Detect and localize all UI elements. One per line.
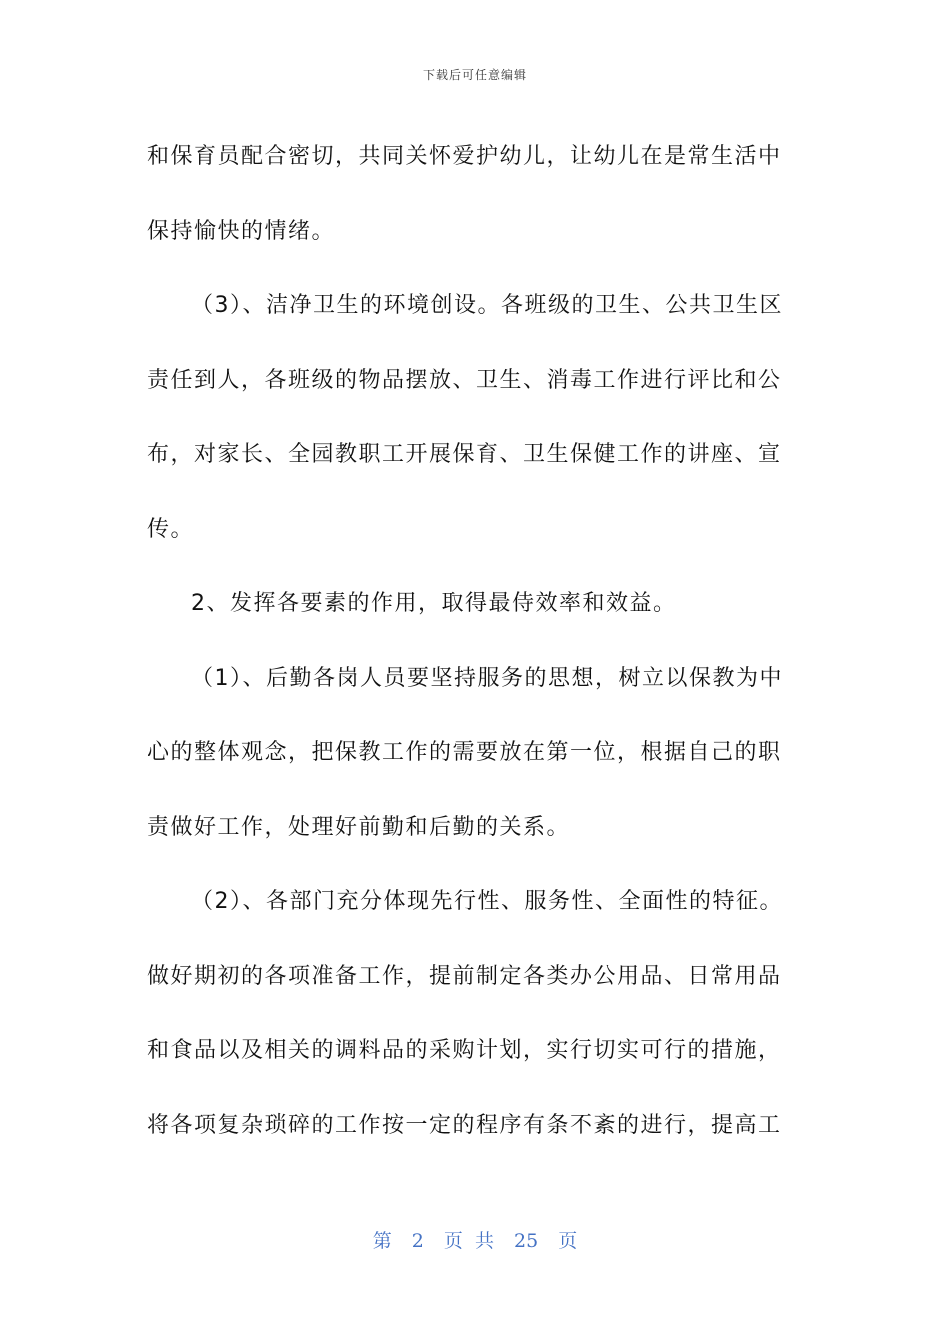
paragraph-start-line: （3）、洁净卫生的环境创设。各班级的卫生、公共卫生区 bbox=[191, 293, 783, 318]
page-header: 下载后可任意编辑 bbox=[422, 68, 527, 82]
footer-prefix: 第 bbox=[372, 1230, 392, 1252]
footer-mid: 页 共 bbox=[443, 1230, 494, 1252]
text-line: 心的整体观念，把保教工作的需要放在第一位，根据自己的职 bbox=[147, 740, 782, 765]
text-line: 做好期初的各项准备工作，提前制定各类办公用品、日常用品 bbox=[147, 963, 782, 989]
document-body bbox=[147, 120, 807, 1163]
text-line: 和食品以及相关的调料品的采购计划，实行切实可行的措施， bbox=[147, 1038, 782, 1063]
text-line: 布，对家长、全园教职工开展保育、卫生保健工作的讲座、宣 bbox=[147, 442, 782, 467]
current-page-number: 2 bbox=[411, 1230, 424, 1252]
text-line: 将各项复杂琐碎的工作按一定的程序有条不紊的进行，提高工 bbox=[147, 1112, 782, 1138]
paragraph-start-line: （2）、各部门充分体现先行性、服务性、全面性的特征。 bbox=[191, 889, 783, 914]
paragraph-start-line: （1）、后勤各岗人员要坚持服务的思想，树立以保教为中 bbox=[191, 665, 783, 691]
page-footer bbox=[0, 1226, 950, 1253]
footer-suffix: 页 bbox=[558, 1230, 578, 1252]
total-page-count: 25 bbox=[514, 1230, 539, 1252]
paragraph-start-line: 2、发挥各要素的作用，取得最侍效率和效益。 bbox=[191, 591, 677, 616]
text-line: 责做好工作，处理好前勤和后勤的关系。 bbox=[147, 814, 571, 840]
text-line: 责任到人，各班级的物品摆放、卫生、消毒工作进行评比和公 bbox=[147, 367, 782, 393]
text-line: 和保育员配合密切，共同关怀爱护幼儿，让幼儿在是常生活中 bbox=[147, 144, 782, 169]
text-line: 保持愉快的情绪。 bbox=[147, 218, 336, 244]
text-line: 传。 bbox=[147, 516, 195, 542]
